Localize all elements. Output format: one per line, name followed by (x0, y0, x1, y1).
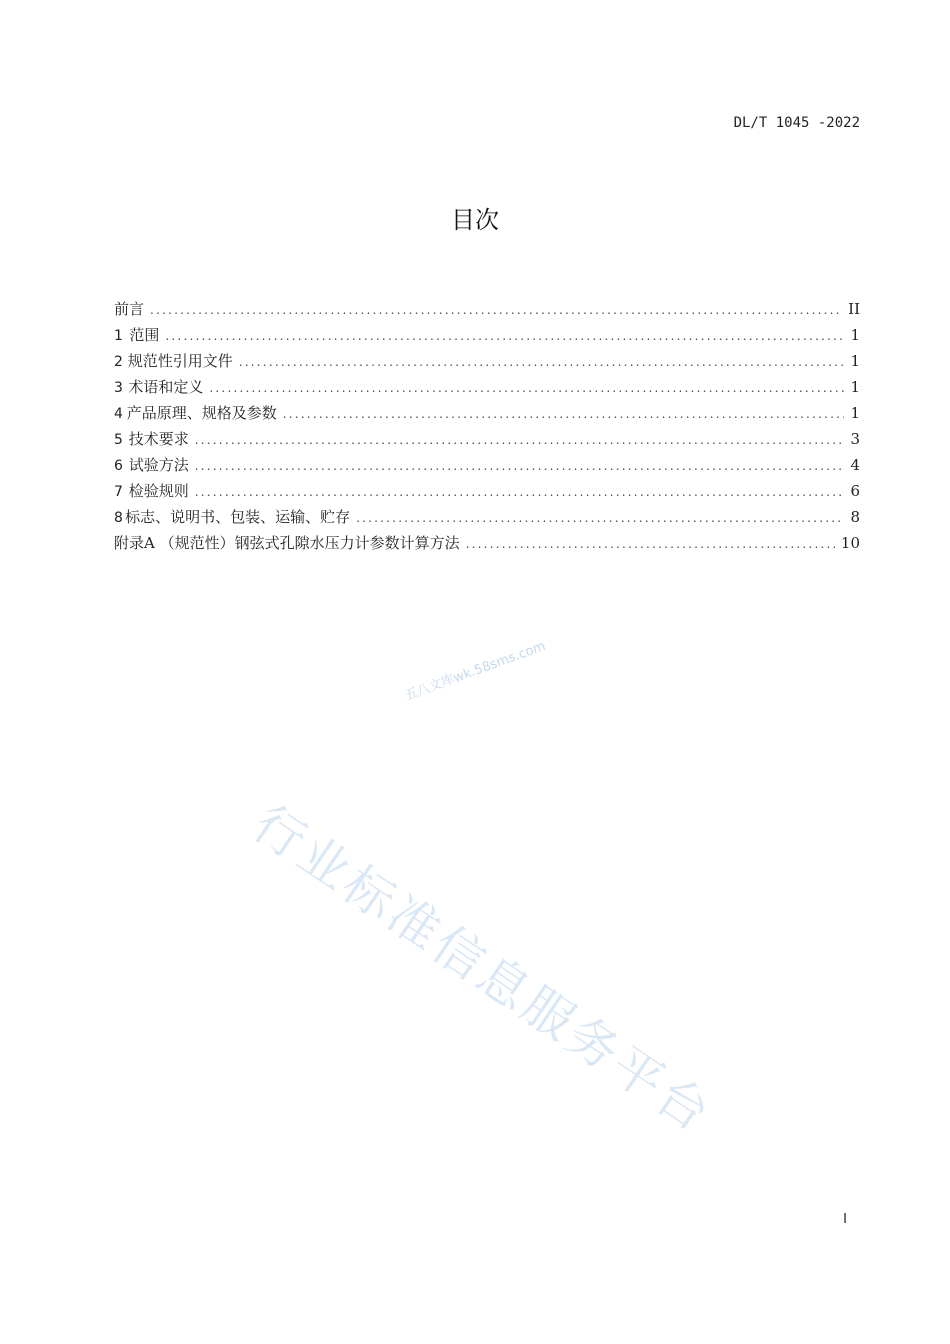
toc-leader-dots (283, 407, 845, 421)
toc-entry-label: 规范性引用文件 (127, 352, 233, 370)
toc-entry-page: 1 (850, 404, 860, 422)
toc-entry-number: 7 (114, 484, 123, 500)
toc-entry-label: 术语和定义 (128, 378, 204, 396)
toc-entry-page: II (848, 300, 860, 318)
toc-entry-page: 1 (850, 326, 860, 344)
toc-entry-8[interactable] (114, 506, 860, 532)
toc-leader-dots (195, 433, 845, 447)
page-title: 目次 (451, 206, 499, 234)
toc-entry-number: 8 (114, 510, 123, 526)
toc-entry-4[interactable] (114, 402, 860, 428)
toc-entry-number: 2 (114, 354, 123, 370)
toc-leader-dots (356, 511, 844, 525)
toc-entry-page: 6 (850, 482, 860, 500)
toc-leader-dots (165, 329, 844, 343)
toc-entry-2[interactable] (114, 350, 860, 376)
watermark-small: 五八文库wk.58sms.com (402, 638, 548, 704)
toc-leader-dots (195, 459, 845, 473)
toc-entry-number: 4 (114, 406, 123, 422)
toc-entry-page: 10 (840, 534, 860, 552)
toc-entry-page: 3 (850, 430, 860, 448)
toc-entry-number: 1 (114, 328, 123, 344)
toc-entry-label: 范围 (129, 326, 160, 344)
toc-entry-1[interactable] (114, 324, 860, 350)
toc-entry-page: 1 (850, 378, 860, 396)
toc-leader-dots (195, 485, 845, 499)
toc-entry-number: 6 (114, 458, 123, 474)
toc-entry-appendix-a[interactable] (114, 532, 860, 558)
toc-leader-dots (239, 355, 845, 369)
toc-leader-dots (209, 381, 844, 395)
document-code: DL/T 1045 -2022 (733, 115, 860, 131)
toc-entry-label: 技术要求 (128, 430, 189, 448)
toc-entry-7[interactable] (114, 480, 860, 506)
watermark-large: 行业标准信息服务平台 (242, 794, 723, 1145)
toc-entry-foreword[interactable] (114, 298, 860, 324)
toc-entry-label: 检验规则 (128, 482, 189, 500)
toc-entry-page: 4 (850, 456, 860, 474)
page-number: I (843, 1212, 847, 1227)
toc-entry-page: 1 (850, 352, 860, 370)
toc-entry-3[interactable] (114, 376, 860, 402)
toc-leader-dots (150, 303, 842, 317)
toc-entry-5[interactable] (114, 428, 860, 454)
toc-entry-label: 附录A （规范性）钢弦式孔隙水压力计参数计算方法 (114, 534, 460, 552)
table-of-contents (114, 298, 860, 558)
toc-entry-label: 前言 (114, 300, 145, 318)
toc-entry-label: 标志、说明书、包装、运输、贮存 (125, 508, 351, 526)
toc-entry-number: 3 (114, 380, 123, 396)
toc-entry-page: 8 (850, 508, 860, 526)
toc-entry-number: 5 (114, 432, 123, 448)
toc-entry-label: 试验方法 (128, 456, 189, 474)
toc-entry-6[interactable] (114, 454, 860, 480)
toc-entry-label: 产品原理、规格及参数 (126, 404, 277, 422)
toc-leader-dots (466, 537, 835, 551)
